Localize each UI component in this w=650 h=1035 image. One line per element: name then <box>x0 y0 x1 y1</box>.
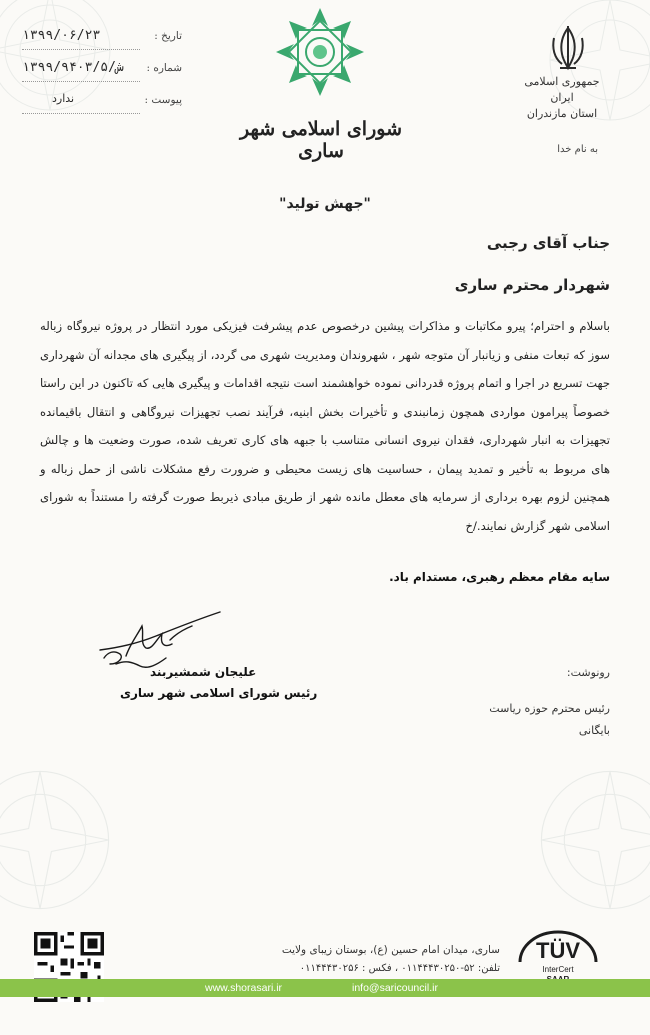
republic-title <box>512 74 612 122</box>
letter-body: باسلام و احترام؛ پیرو مکاتبات و مذاکرات پیشین درخصوص عدم پیشرفت فیزیکی مورد انتظار در پروژه نیروگاه زباله سوز که تبعات منفی و زیانبار آن متوجه شهر ، شهروندان ومدیریت شهری می گردد، از پیگیری های مجدانه آن شهرداری جهت تسریع در اجرا و اتمام پروژه قدردانی نموده خواهشمند است نتیجه اقدامات و پیگیری هایی که تاکنون در این راستا خصوصاً پیرامون مواردی همچون زمانبندی و تأخیرات بخش ابنیه، فرآیند نصب تجهیزات نیروگاهی و انتقال باقیمانده تجهیزات به انبار شهرداری، فقدان نیروی انسانی متناسب با جبهه های کاری تعریف شده، صورت وضعیت ها و چالش های مربوط به تأخیر و تمدید پیمان ، حساسیت های زیست محیطی و ضرورت رفع مشکلات ناشی از حمل زباله و همچنین لزوم بهره برداری از سرمایه های معطل مانده شهر از طریق مبادی ذیربط صورت گرفته را مستنداً به شورای اسلامی شهر گزارش نمایند./خ <box>40 319 610 533</box>
cc-label: رونوشت: <box>566 666 610 679</box>
tuv-brand-text: TÜV <box>536 938 580 963</box>
council-name: شورای اسلامی شهر ساری <box>239 118 402 162</box>
date-row <box>22 30 182 62</box>
ornament-bottom-right-icon <box>530 760 650 920</box>
date-dots <box>22 49 140 50</box>
website-link[interactable]: www.shorasari.ir <box>205 982 283 994</box>
addressee: جناب آقای رجبی <box>486 234 610 252</box>
attachment-dots <box>22 113 140 114</box>
attachment-value: ندارد <box>52 92 75 105</box>
iran-coat-of-arms-icon <box>548 24 588 72</box>
addressee-title: شهردار محترم ساری <box>454 276 610 294</box>
in-the-name-of-god: به نام خدا <box>557 144 598 155</box>
number-dots <box>22 81 140 82</box>
signer-name: علیجان شمشیربند <box>150 665 257 679</box>
council-emblem-icon <box>272 4 368 100</box>
closing-line: سایه مقام معظم رهبری، مستدام باد. <box>389 570 610 584</box>
cc-item: رئیس محترم حوزه ریاست <box>489 702 610 715</box>
date-value: ۱۳۹۹/۰۶/۲۳ <box>22 28 101 43</box>
signer-title: رئیس شورای اسلامی شهر ساری <box>120 686 318 700</box>
attachment-row <box>22 94 182 126</box>
republic-line2: استان مازندران <box>526 107 598 120</box>
footer-bar <box>0 979 650 997</box>
letter-meta <box>22 30 182 126</box>
footer-phone: تلفن: ۵۲-۰۱۱۴۴۴۳۰۲۵۰ ، فکس : ۰۱۱۴۴۴۳۰۲۵۶ <box>299 963 500 974</box>
footer-address: ساری، میدان امام حسین (ع)، بوستان زیبای ولایت <box>281 944 500 956</box>
date-label: تاریخ : <box>154 30 182 42</box>
slogan: "جهش تولید" <box>279 196 371 212</box>
ornament-bottom-left-icon <box>0 760 120 920</box>
cc-item: بایگانی <box>578 724 610 737</box>
tuv-line1-text: InterCert <box>542 965 574 974</box>
email-link[interactable]: info@saricouncil.ir <box>352 982 438 994</box>
attachment-label: پیوست : <box>144 94 182 106</box>
number-row <box>22 62 182 94</box>
republic-line1: جمهوری اسلامی ایران <box>524 75 600 104</box>
number-label: شماره : <box>146 62 182 74</box>
number-value: ۱۳۹۹/ش/۹۴۰۳/۵ <box>22 60 124 75</box>
